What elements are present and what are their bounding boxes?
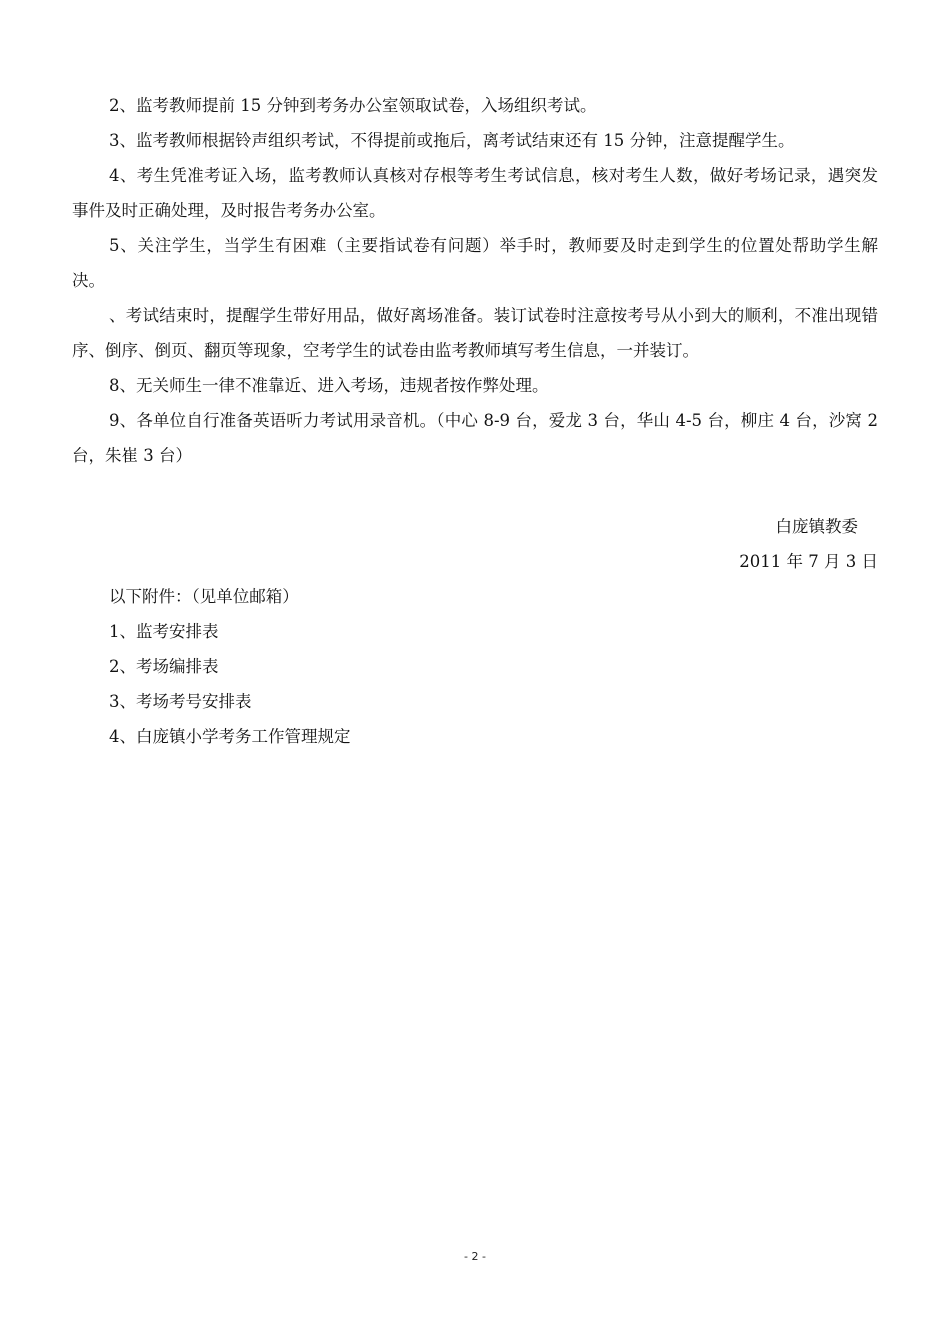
item-8: 8、无关师生一律不准靠近、进入考场，违规者按作弊处理。	[109, 376, 549, 395]
item-9: 9、各单位自行准备英语听力考试用录音机。（中心 8-9 台，爱龙 3 台，华山 4-5 台，柳庄 4 台，沙窝 2 台，朱崔 3 台）	[72, 411, 878, 465]
item-2: 2、监考教师提前 15 分钟到考务办公室领取试卷，入场组织考试。	[109, 96, 597, 115]
document-body	[72, 88, 878, 754]
item-4: 4、考生凭准考证入场，监考教师认真核对存根等考生考试信息，核对考生人数，做好考场记录，遇突发事件及时正确处理，及时报告考务办公室。	[72, 166, 878, 220]
item-5: 5、关注学生，当学生有困难（主要指试卷有问题）举手时，教师要及时走到学生的位置处帮助学生解决。	[72, 236, 878, 290]
attachment-item: 2、考场编排表	[109, 657, 219, 676]
spacer	[72, 473, 878, 509]
page-number: - 2 -	[464, 1250, 486, 1263]
item-3: 3、监考教师根据铃声组织考试，不得提前或拖后，离考试结束还有 15 分钟，注意提醒学生。	[109, 131, 795, 150]
attachment-item: 3、考场考号安排表	[109, 692, 252, 711]
signature-organization: 白庞镇教委	[775, 517, 858, 536]
attachments-heading: 以下附件：（见单位邮箱）	[109, 587, 299, 606]
signature-date: 2011 年 7 月 3 日	[739, 552, 878, 571]
attachment-item: 4、白庞镇小学考务工作管理规定	[109, 727, 351, 746]
item-exam-end: 、考试结束时，提醒学生带好用品，做好离场准备。装订试卷时注意按考号从小到大的顺利，不准出现错序、倒序、倒页、翻页等现象，空考学生的试卷由监考教师填写考生信息，一并装订。	[72, 306, 878, 360]
attachment-item: 1、监考安排表	[109, 622, 219, 641]
